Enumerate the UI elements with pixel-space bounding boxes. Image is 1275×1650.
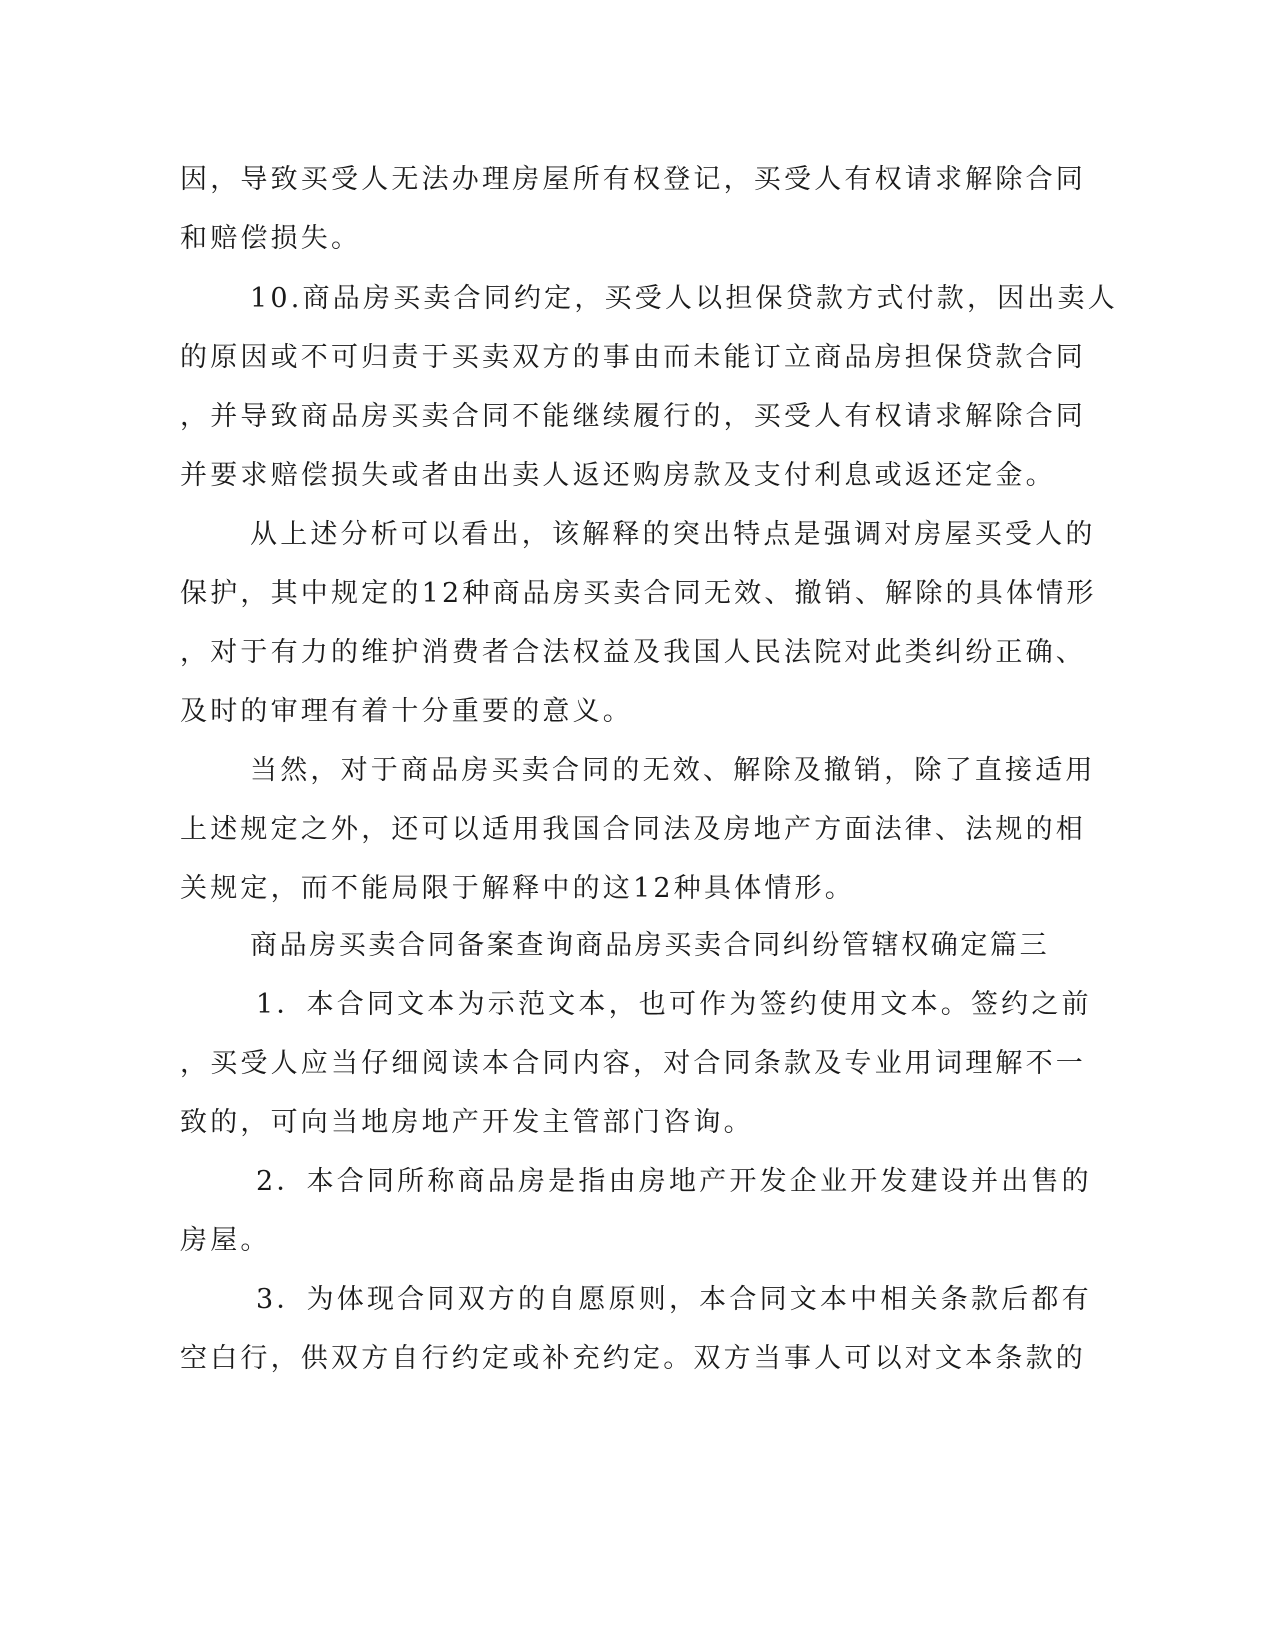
text-line: 因，导致买受人无法办理房屋所有权登记，买受人有权请求解除合同 bbox=[180, 164, 1086, 195]
text-line: 上述规定之外，还可以适用我国合同法及房地产方面法律、法规的相 bbox=[180, 814, 1086, 845]
text-line: 2．本合同所称商品房是指由房地产开发企业开发建设并出售的 bbox=[256, 1166, 1092, 1197]
text-line: 关规定，而不能局限于解释中的这12种具体情形。 bbox=[180, 873, 855, 904]
text-line: ，买受人应当仔细阅读本合同内容，对合同条款及专业用词理解不一 bbox=[180, 1048, 1086, 1079]
text-line: 从上述分析可以看出，该解释的突出特点是强调对房屋买受人的 bbox=[250, 519, 1096, 550]
text-line: 和赔偿损失。 bbox=[180, 223, 362, 254]
text-line: 10.商品房买卖合同约定，买受人以担保贷款方式付款，因出卖人 bbox=[250, 283, 1118, 314]
text-line: 保护，其中规定的12种商品房买卖合同无效、撤销、解除的具体情形 bbox=[180, 578, 1097, 609]
text-line: 1．本合同文本为示范文本，也可作为签约使用文本。签约之前 bbox=[256, 989, 1092, 1020]
text-line: 的原因或不可归责于买卖双方的事由而未能订立商品房担保贷款合同 bbox=[180, 342, 1086, 373]
text-line: 致的，可向当地房地产开发主管部门咨询。 bbox=[180, 1107, 754, 1138]
text-line: 空白行，供双方自行约定或补充约定。双方当事人可以对文本条款的 bbox=[180, 1343, 1086, 1374]
section-heading: 商品房买卖合同备案查询商品房买卖合同纠纷管辖权确定篇三 bbox=[250, 930, 1050, 961]
text-line: ，并导致商品房买卖合同不能继续履行的，买受人有权请求解除合同 bbox=[180, 401, 1086, 432]
text-line: 3．为体现合同双方的自愿原则，本合同文本中相关条款后都有 bbox=[256, 1284, 1092, 1315]
text-line: ，对于有力的维护消费者合法权益及我国人民法院对此类纠纷正确、 bbox=[180, 637, 1086, 668]
text-line: 及时的审理有着十分重要的意义。 bbox=[180, 696, 633, 727]
text-line: 房屋。 bbox=[180, 1225, 271, 1256]
text-line: 当然，对于商品房买卖合同的无效、解除及撤销，除了直接适用 bbox=[250, 755, 1096, 786]
text-line: 并要求赔偿损失或者由出卖人返还购房款及支付利息或返还定金。 bbox=[180, 460, 1056, 491]
